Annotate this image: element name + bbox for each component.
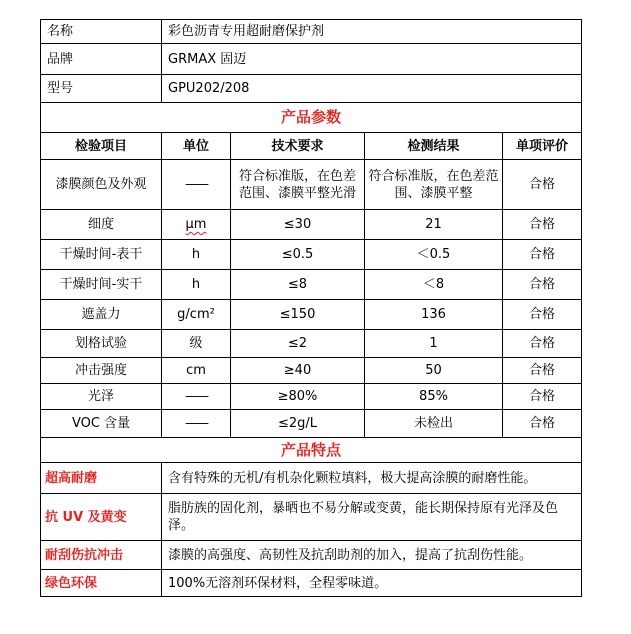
requirement-cell: ≥80% xyxy=(231,384,365,410)
requirement-cell: 符合标准版，在色差范围、漆膜平整光滑 xyxy=(231,160,365,210)
feature-row xyxy=(41,541,582,570)
table-row xyxy=(41,160,582,210)
params-section-row xyxy=(41,103,582,133)
feature-row xyxy=(41,463,582,494)
feature-description: 漆膜的高强度、高韧性及抗刮助剂的加入，提高了抗刮伤性能。 xyxy=(162,541,582,570)
item-cell: 细度 xyxy=(41,210,162,240)
requirement-cell: ≥40 xyxy=(231,358,365,384)
table-row xyxy=(41,270,582,300)
result-cell: 50 xyxy=(365,358,503,384)
feature-name: 耐刮伤抗冲击 xyxy=(41,541,162,570)
unit-cell: g/cm² xyxy=(162,300,231,330)
unit-cell xyxy=(162,210,231,240)
feature-name: 绿色环保 xyxy=(41,570,162,597)
result-cell: 符合标准版，在色差范围、漆膜平整 xyxy=(365,160,503,210)
evaluation-cell: 合格 xyxy=(503,210,582,240)
info-value: GPU202/208 xyxy=(162,75,582,103)
info-label: 品牌 xyxy=(41,44,162,75)
requirement-cell: ≤2 xyxy=(231,330,365,358)
info-row-brand xyxy=(41,44,582,75)
evaluation-cell: 合格 xyxy=(503,160,582,210)
item-cell: 漆膜颜色及外观 xyxy=(41,160,162,210)
unit-cell: —— xyxy=(162,410,231,438)
unit-cell: 级 xyxy=(162,330,231,358)
table-row xyxy=(41,358,582,384)
unit-cell: h xyxy=(162,270,231,300)
table-row xyxy=(41,384,582,410)
table-row xyxy=(41,300,582,330)
features-section-title: 产品特点 xyxy=(41,438,582,463)
evaluation-cell: 合格 xyxy=(503,240,582,270)
feature-name: 抗 UV 及黄变 xyxy=(41,494,162,541)
info-value: GRMAX 固迈 xyxy=(162,44,582,75)
info-row-name xyxy=(41,20,582,44)
evaluation-cell: 合格 xyxy=(503,270,582,300)
info-label: 型号 xyxy=(41,75,162,103)
requirement-cell: ≤150 xyxy=(231,300,365,330)
params-section-title: 产品参数 xyxy=(41,103,582,133)
header-cell: 检测结果 xyxy=(365,133,503,160)
unit-cell: cm xyxy=(162,358,231,384)
item-cell: 划格试验 xyxy=(41,330,162,358)
requirement-cell: ≤8 xyxy=(231,270,365,300)
feature-row xyxy=(41,494,582,541)
features-section-row xyxy=(41,438,582,463)
item-cell: 冲击强度 xyxy=(41,358,162,384)
info-label: 名称 xyxy=(41,20,162,44)
header-cell: 技术要求 xyxy=(231,133,365,160)
evaluation-cell: 合格 xyxy=(503,300,582,330)
result-cell: 1 xyxy=(365,330,503,358)
header-cell: 单位 xyxy=(162,133,231,160)
result-cell: ＜8 xyxy=(365,270,503,300)
evaluation-cell: 合格 xyxy=(503,358,582,384)
header-cell: 单项评价 xyxy=(503,133,582,160)
result-cell: 未检出 xyxy=(365,410,503,438)
feature-description: 含有特殊的无机/有机杂化颗粒填料，极大提高涂膜的耐磨性能。 xyxy=(162,463,582,494)
unit-text: μm xyxy=(185,217,207,232)
requirement-cell: ≤0.5 xyxy=(231,240,365,270)
evaluation-cell: 合格 xyxy=(503,330,582,358)
item-cell: 干燥时间-表干 xyxy=(41,240,162,270)
header-cell: 检验项目 xyxy=(41,133,162,160)
item-cell: 干燥时间-实干 xyxy=(41,270,162,300)
evaluation-cell: 合格 xyxy=(503,410,582,438)
table-row xyxy=(41,210,582,240)
item-cell: VOC 含量 xyxy=(41,410,162,438)
evaluation-cell: 合格 xyxy=(503,384,582,410)
result-cell: ＜0.5 xyxy=(365,240,503,270)
product-spec-table xyxy=(40,19,582,597)
result-cell: 136 xyxy=(365,300,503,330)
feature-description: 100%无溶剂环保材料，全程零味道。 xyxy=(162,570,582,597)
result-cell: 85% xyxy=(365,384,503,410)
item-cell: 光泽 xyxy=(41,384,162,410)
unit-cell: h xyxy=(162,240,231,270)
requirement-cell: ≤2g/L xyxy=(231,410,365,438)
table-row xyxy=(41,410,582,438)
result-cell: 21 xyxy=(365,210,503,240)
feature-row xyxy=(41,570,582,597)
feature-description: 脂肪族的固化剂，暴晒也不易分解或变黄，能长期保持原有光泽及色泽。 xyxy=(162,494,582,541)
table-row xyxy=(41,330,582,358)
requirement-cell: ≤30 xyxy=(231,210,365,240)
unit-cell: —— xyxy=(162,384,231,410)
item-cell: 遮盖力 xyxy=(41,300,162,330)
params-header-row xyxy=(41,133,582,160)
feature-name: 超高耐磨 xyxy=(41,463,162,494)
unit-cell: —— xyxy=(162,160,231,210)
table-row xyxy=(41,240,582,270)
info-value: 彩色沥青专用超耐磨保护剂 xyxy=(162,20,582,44)
info-row-model xyxy=(41,75,582,103)
